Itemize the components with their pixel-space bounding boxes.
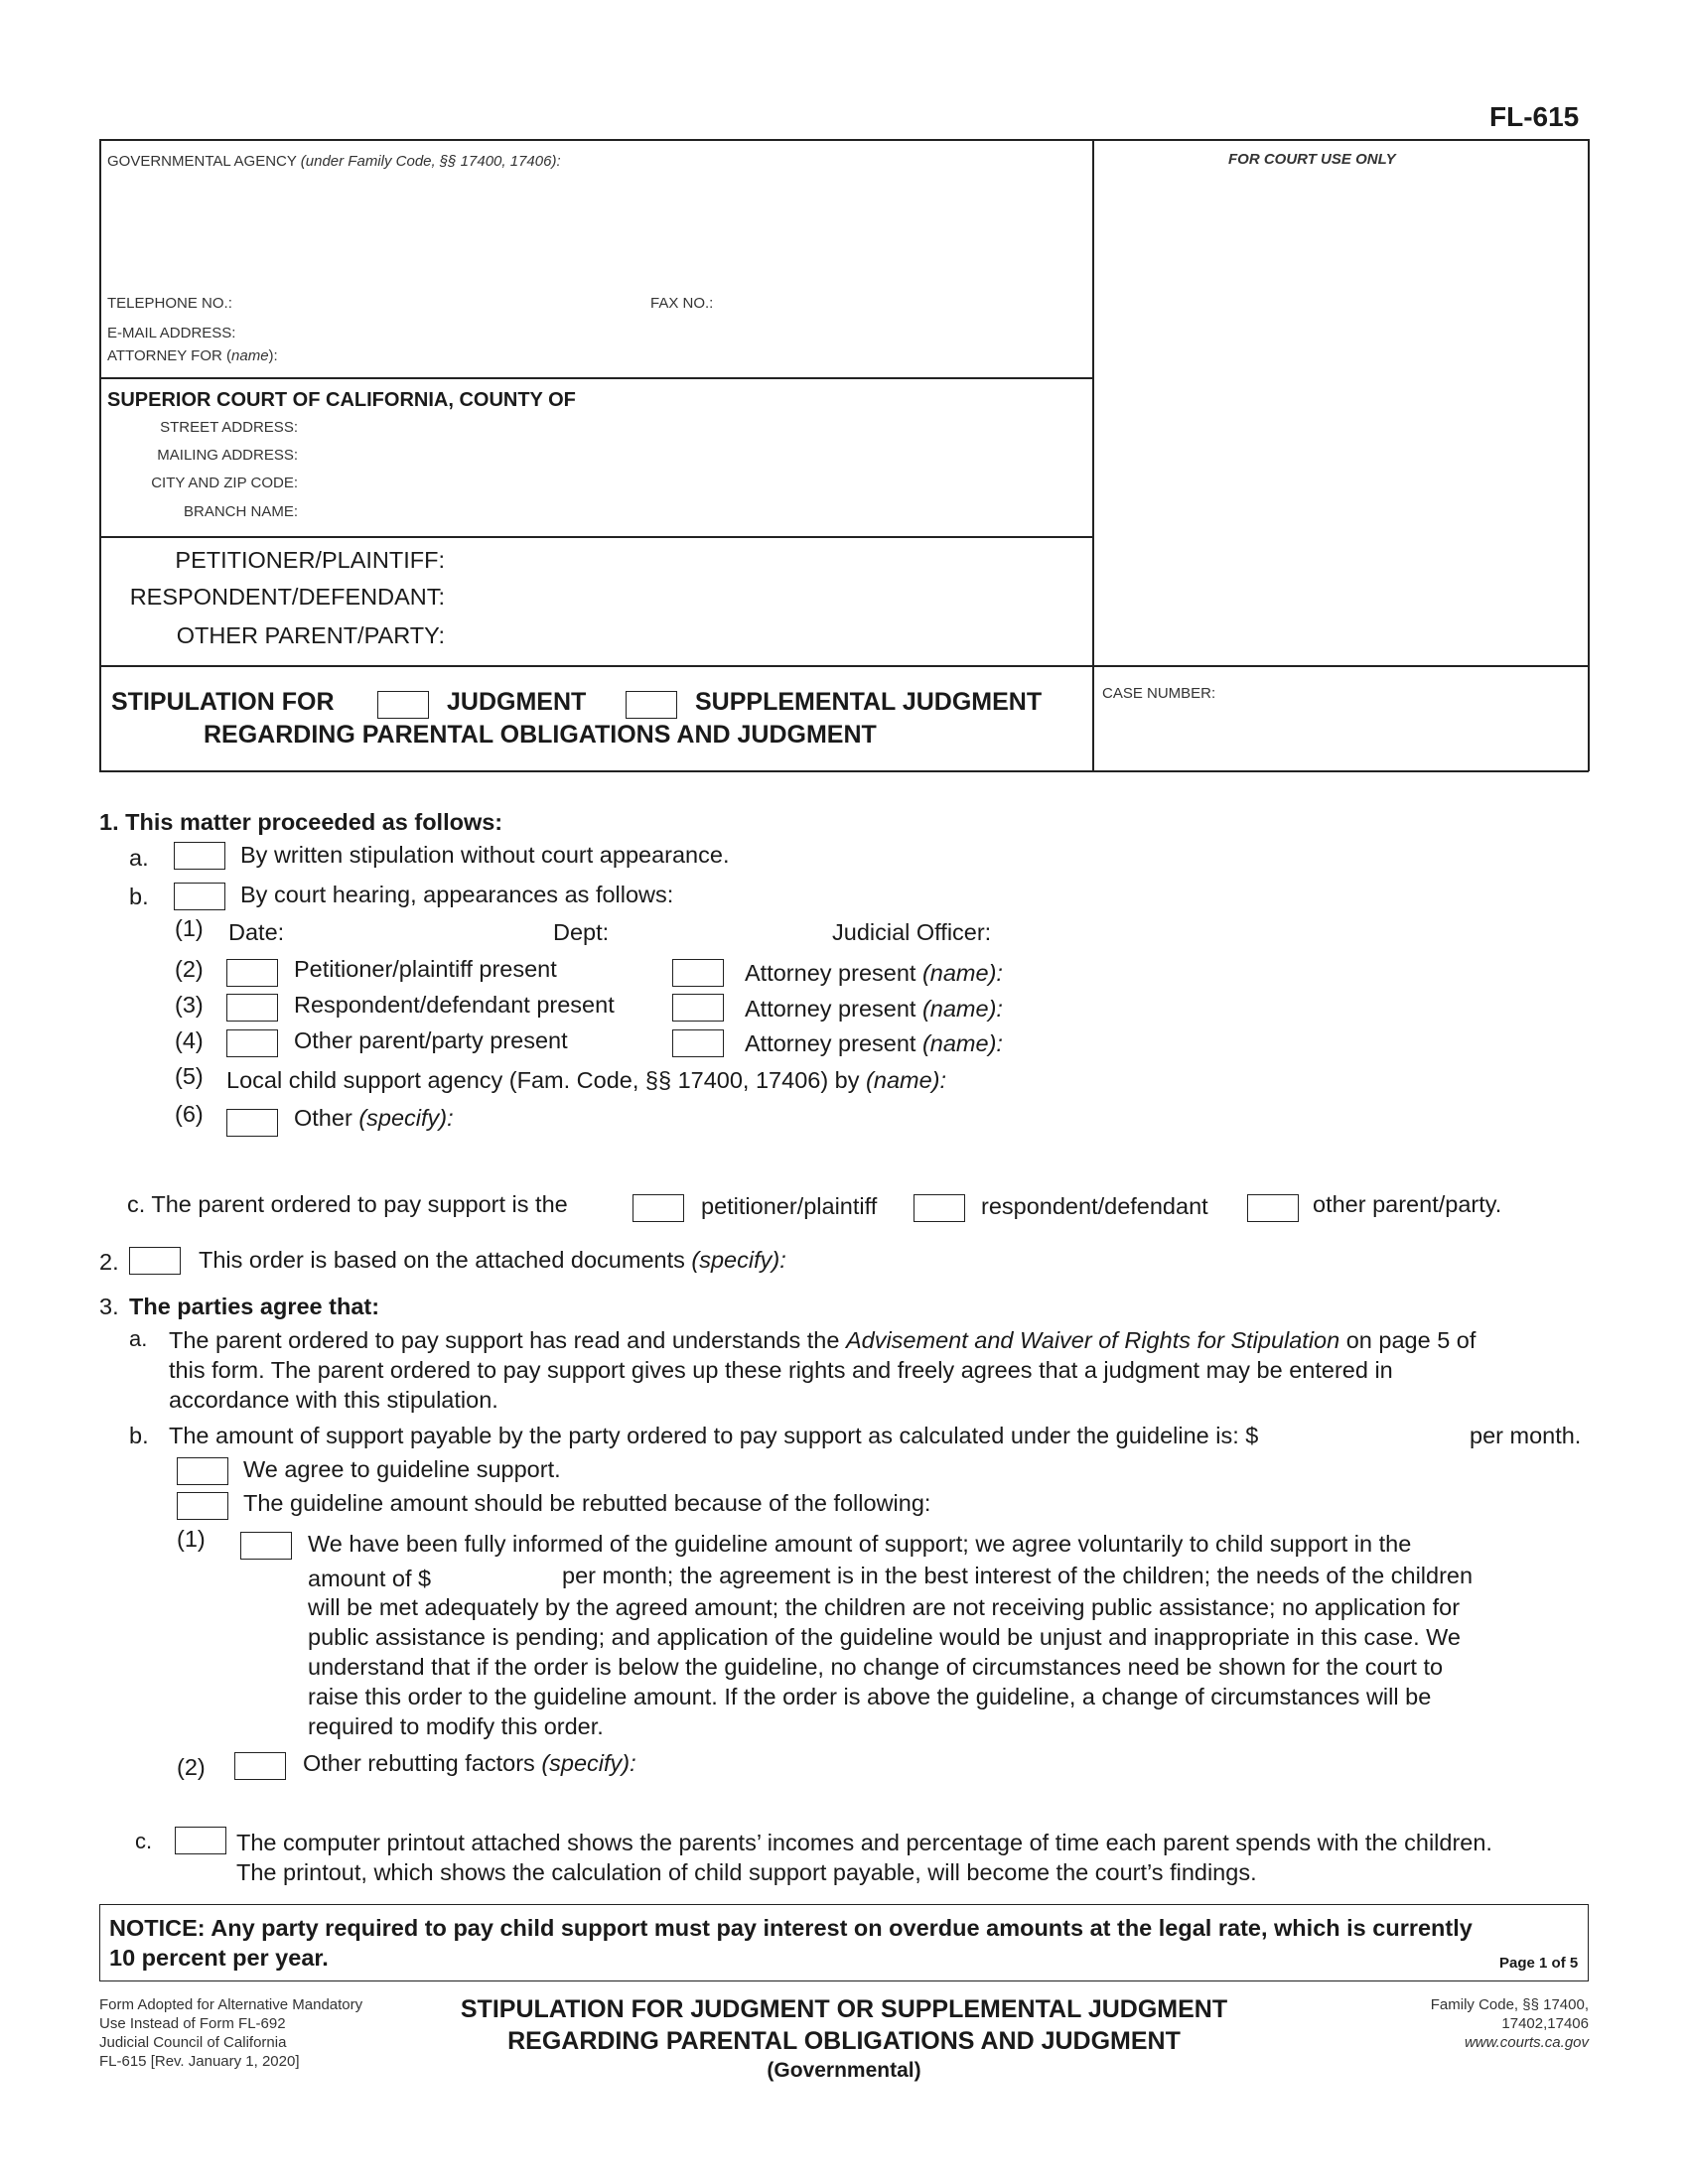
form-number: FL-615 [1489,101,1580,132]
item1b2-number: (2) [175,956,204,982]
other-present-checkbox[interactable] [226,1029,278,1057]
footer-title: STIPULATION FOR JUDGMENT OR SUPPLEMENTAL JUDGMENT REGARDING PARENTAL OBLIGATIONS AND JUDGMENT (Governmental) [460,1995,1228,2082]
email-label: E-MAIL ADDRESS: [107,325,236,341]
rebut1-number: (1) [177,1526,206,1552]
local-agency-label: Local child support agency (Fam. Code, §§ 17400, 17406) by (name): [226,1067,947,1093]
case-number-label: CASE NUMBER: [1102,685,1216,702]
payor-respondent-label: respondent/defendant [981,1193,1208,1219]
rebut1-amount: amount of $ [308,1566,432,1591]
notice-line2: 10 percent per year. [109,1945,329,1971]
rebut2-number: (2) [177,1754,206,1780]
other-checkbox[interactable] [226,1109,278,1137]
item1c-text: c. The parent ordered to pay support is the [127,1191,568,1217]
payor-other-label: other parent/party. [1313,1191,1502,1217]
court-use-label: FOR COURT USE ONLY [1228,151,1396,168]
attorney-for-label: ATTORNEY FOR (name): [107,347,278,364]
item1b3-number: (3) [175,992,204,1018]
item3c-line2: The printout, which shows the calculation of child support payable, will become the court’s findings. [236,1859,1257,1885]
judgment-checkbox[interactable] [377,691,429,719]
item3b-letter: b. [129,1423,149,1448]
item1a-text: By written stipulation without court appearance. [240,842,730,868]
item3c-checkbox[interactable] [175,1827,226,1854]
guideline-rebut-label: The guideline amount should be rebutted because of the following: [243,1490,931,1516]
footer-right: Family Code, §§ 17400, 17402,17406 www.courts.ca.gov [1430,1996,1589,2051]
petitioner-label: PETITIONER/PLAINTIFF: [175,547,445,573]
payor-other-checkbox[interactable] [1247,1194,1299,1222]
title-judgment: JUDGMENT [447,688,587,716]
item3c-letter: c. [135,1829,153,1853]
petitioner-attorney-label: Attorney present (name): [745,960,1003,986]
item3c-line1: The computer printout attached shows the parents’ incomes and percentage of time each parent spends with the children. [236,1830,1492,1855]
petitioner-present-checkbox[interactable] [226,959,278,987]
item3b-per-month: per month. [1470,1423,1582,1448]
rebut1-line3: will be met adequately by the agreed amount; the children are not receiving public assistance; no application for [308,1594,1461,1620]
item1b-checkbox[interactable] [174,883,225,910]
item2-checkbox[interactable] [129,1247,181,1275]
other-parent-label: OTHER PARENT/PARTY: [176,622,445,648]
rebut2-checkbox[interactable] [234,1752,286,1780]
rebut1-checkbox[interactable] [240,1532,292,1560]
rebut1-line6: raise this order to the guideline amount. If the order is above the guideline, a change of circumstances will be [308,1684,1432,1709]
supplemental-judgment-checkbox[interactable] [626,691,677,719]
item3a-line2: this form. The parent ordered to pay support gives up these rights and freely agrees that a judgment may be entered in [169,1357,1393,1383]
guideline-agree-label: We agree to guideline support. [243,1456,561,1482]
item1-heading: 1. This matter proceeded as follows: [99,809,503,835]
rebut1-line4: public assistance is pending; and application of the guideline would be unjust and inappropriate in this case. We [308,1624,1461,1650]
other-label: Other (specify): [294,1105,454,1131]
telephone-label: TELEPHONE NO.: [107,295,232,312]
item1a-checkbox[interactable] [174,842,225,870]
guideline-agree-checkbox[interactable] [177,1457,228,1485]
item3-number: 3. [99,1294,119,1319]
agency-label: GOVERNMENTAL AGENCY (under Family Code, §§ 17400, 17406): [107,153,561,170]
fax-label: FAX NO.: [650,295,714,312]
item3b-text: The amount of support payable by the party ordered to pay support as calculated under the guideline is: $ [169,1423,1259,1448]
rebut2-label: Other rebutting factors (specify): [303,1750,636,1776]
rebut1-line1: We have been fully informed of the guideline amount of support; we agree voluntarily to child support in the [308,1531,1412,1557]
guideline-rebut-checkbox[interactable] [177,1492,228,1520]
rebut1-line5: understand that if the order is below the guideline, no change of circumstances need be shown for the court to [308,1654,1444,1680]
item3-heading: The parties agree that: [129,1294,380,1319]
item1b6-number: (6) [175,1101,204,1127]
respondent-present-label: Respondent/defendant present [294,992,615,1018]
other-attorney-label: Attorney present (name): [745,1030,1003,1056]
street-label: STREET ADDRESS: [160,419,298,436]
respondent-present-checkbox[interactable] [226,994,278,1022]
item1a-letter: a. [129,845,149,871]
court-title: SUPERIOR COURT OF CALIFORNIA, COUNTY OF [107,389,576,411]
page-number: Page 1 of 5 [1499,1955,1579,1972]
item3a-line1: The parent ordered to pay support has read and understands the Advisement and Waiver of Rights for Stipulation on page 5 of [169,1327,1477,1353]
rebut1-line2: per month; the agreement is in the best interest of the children; the needs of the children [562,1563,1474,1588]
petitioner-present-label: Petitioner/plaintiff present [294,956,557,982]
payor-petitioner-checkbox[interactable] [633,1194,684,1222]
judicial-officer-label: Judicial Officer: [832,919,992,945]
item1b-letter: b. [129,884,149,909]
city-zip-label: CITY AND ZIP CODE: [151,475,298,491]
item1b5-number: (5) [175,1063,204,1089]
item1b1-number: (1) [175,915,204,941]
respondent-label: RESPONDENT/DEFENDANT: [129,584,445,610]
title-line2: REGARDING PARENTAL OBLIGATIONS AND JUDGMENT [204,721,877,749]
item1b4-number: (4) [175,1027,204,1053]
item3a-letter: a. [129,1326,148,1351]
item3a-line3: accordance with this stipulation. [169,1387,498,1413]
other-present-label: Other parent/party present [294,1027,568,1053]
payor-respondent-checkbox[interactable] [914,1194,965,1222]
mailing-label: MAILING ADDRESS: [157,447,298,464]
title-stipulation: STIPULATION FOR [111,688,335,716]
date-label: Date: [228,919,285,945]
item2-number: 2. [99,1249,119,1275]
other-attorney-checkbox[interactable] [672,1029,724,1057]
rebut1-line7: required to modify this order. [308,1713,604,1739]
dept-label: Dept: [553,919,610,945]
petitioner-attorney-checkbox[interactable] [672,959,724,987]
payor-petitioner-label: petitioner/plaintiff [701,1193,878,1219]
respondent-attorney-checkbox[interactable] [672,994,724,1022]
item2-text: This order is based on the attached documents (specify): [199,1247,786,1273]
respondent-attorney-label: Attorney present (name): [745,996,1003,1022]
item1b-text: By court hearing, appearances as follows: [240,882,674,907]
title-supplemental: SUPPLEMENTAL JUDGMENT [695,688,1043,716]
branch-label: BRANCH NAME: [183,503,298,520]
notice-line1: NOTICE: Any party required to pay child support must pay interest on overdue amounts at the legal rate, which is currently [109,1915,1473,1941]
footer-left: Form Adopted for Alternative Mandatory Use Instead of Form FL-692 Judicial Council of California FL-615 [Rev. January 1, 2020] [99,1996,363,2070]
